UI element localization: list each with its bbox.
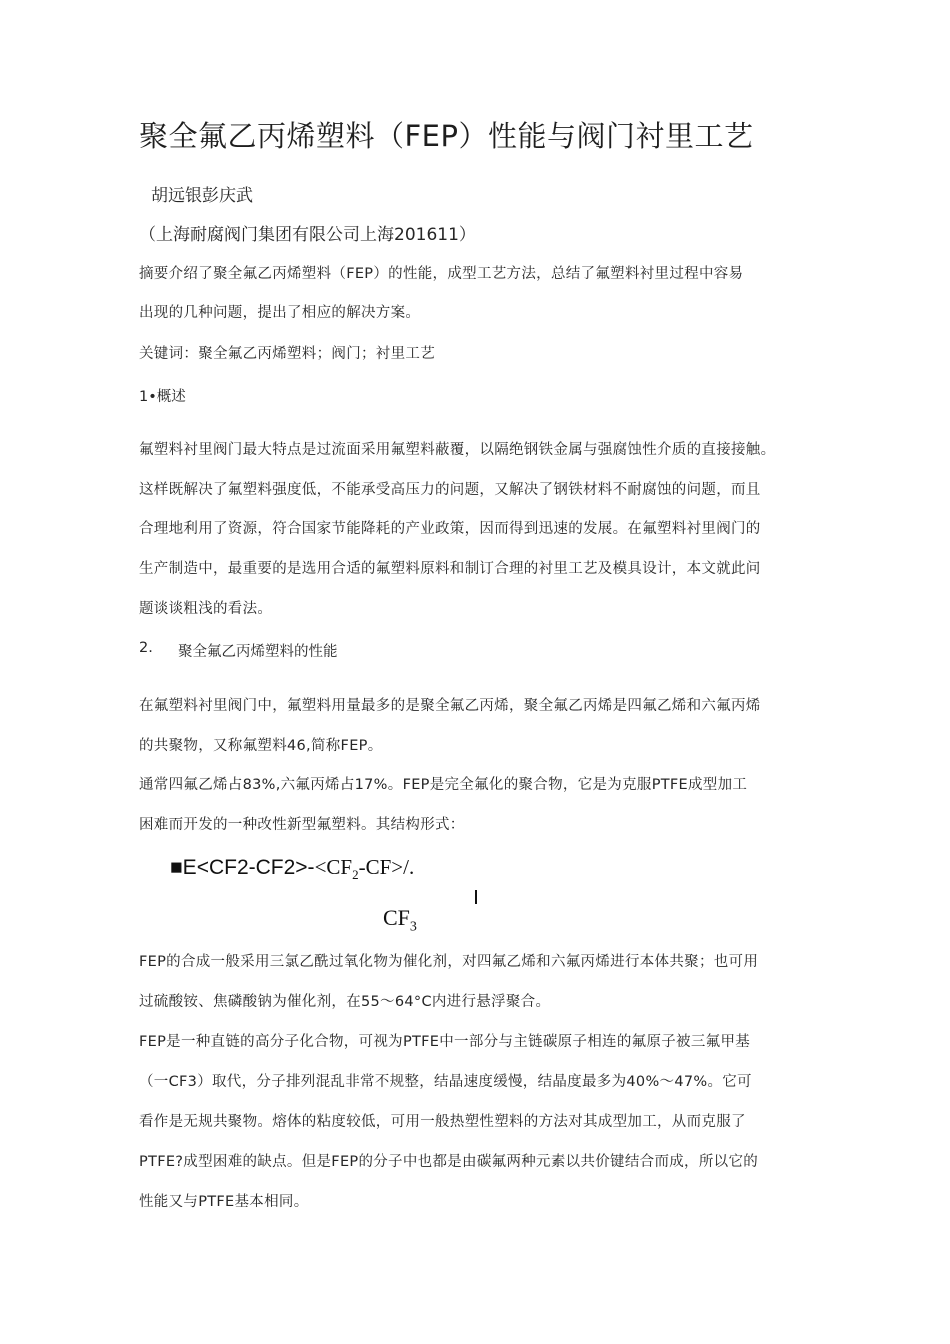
paragraph-line: 在氟塑料衬里阀门中，氟塑料用量最多的是聚全氟乙丙烯，聚全氟乙丙烯是四氟乙烯和六氟丙烯	[139, 698, 761, 714]
paragraph-line: 性能又与PTFE基本相同。	[139, 1194, 309, 1210]
section-1-heading: 1•概述	[139, 389, 186, 405]
formula-part: ■E<CF2-CF2>-	[170, 856, 315, 879]
paragraph-line: 困难而开发的一种改性新型氟塑料。其结构形式：	[139, 817, 465, 833]
abstract-line: 摘要介绍了聚全氟乙丙烯塑料（FEP）的性能，成型工艺方法，总结了氟塑料衬里过程中容易	[139, 266, 744, 282]
paragraph-line: 合理地利用了资源，符合国家节能降耗的产业政策，因而得到迅速的发展。在氟塑料衬里阀门的	[139, 521, 761, 537]
formula-branch-bond	[475, 890, 477, 904]
authors: 胡远银彭庆武	[151, 186, 253, 206]
formula-part: <CF	[314, 855, 353, 879]
paragraph-line: 的共聚物，又称氟塑料46,简称FEP。	[139, 738, 383, 754]
paragraph-line: 题谈谈粗浅的看法。	[139, 601, 273, 617]
formula-branch-subscript: 3	[409, 919, 417, 935]
section-2-heading: 聚全氟乙丙烯塑料的性能	[178, 644, 338, 660]
paragraph-line: FEP的合成一般采用三氯乙酰过氧化物为催化剂，对四氟乙烯和六氟丙烯进行本体共聚；也可用	[139, 954, 759, 970]
paragraph-line: 过硫酸铵、焦磷酸钠为催化剂，在55～64°C内进行悬浮聚合。	[139, 994, 551, 1010]
formula-part: -CF>/.	[358, 855, 415, 879]
paragraph-line: （一CF3）取代，分子排列混乱非常不规整，结晶速度缓慢，结晶度最多为40%～47%。它可	[139, 1074, 752, 1090]
paragraph-line: 生产制造中，最重要的是选用合适的氟塑料原料和制订合理的衬里工艺及模具设计，本文就此问	[139, 561, 761, 577]
paragraph-line: PTFE?成型困难的缺点。但是FEP的分子中也都是由碳氟两种元素以共价键结合而成，所以它的	[139, 1154, 759, 1170]
keywords: 关键词：聚全氟乙丙烯塑料；阀门；衬里工艺	[139, 346, 435, 362]
affiliation: （上海耐腐阀门集团有限公司上海201611）	[139, 225, 476, 245]
formula-subscript: 2	[352, 867, 359, 883]
formula-branch	[383, 905, 417, 935]
section-2-number: 2.	[139, 640, 153, 656]
abstract-line: 出现的几种问题，提出了相应的解决方案。	[139, 305, 421, 321]
paragraph-line: 氟塑料衬里阀门最大特点是过流面采用氟塑料蔽覆，以隔绝钢铁金属与强腐蚀性介质的直接接触。	[139, 442, 776, 458]
paragraph-line: 看作是无规共聚物。熔体的粘度较低，可用一般热塑性塑料的方法对其成型加工，从而克服了	[139, 1114, 746, 1130]
paragraph-line: 通常四氟乙烯占83%,六氟丙烯占17%。FEP是完全氟化的聚合物，它是为克服PTFE成型加工	[139, 777, 748, 793]
paper-title: 聚全氟乙丙烯塑料（FEP）性能与阀门衬里工艺	[139, 119, 754, 153]
paragraph-line: FEP是一种直链的高分子化合物，可视为PTFE中一部分与主链碳原子相连的氟原子被三氟甲基	[139, 1034, 751, 1050]
paragraph-line: 这样既解决了氟塑料强度低，不能承受高压力的问题，又解决了钢铁材料不耐腐蚀的问题，而且	[139, 482, 761, 498]
formula-branch-text: CF	[383, 905, 410, 930]
structural-formula	[170, 855, 414, 883]
